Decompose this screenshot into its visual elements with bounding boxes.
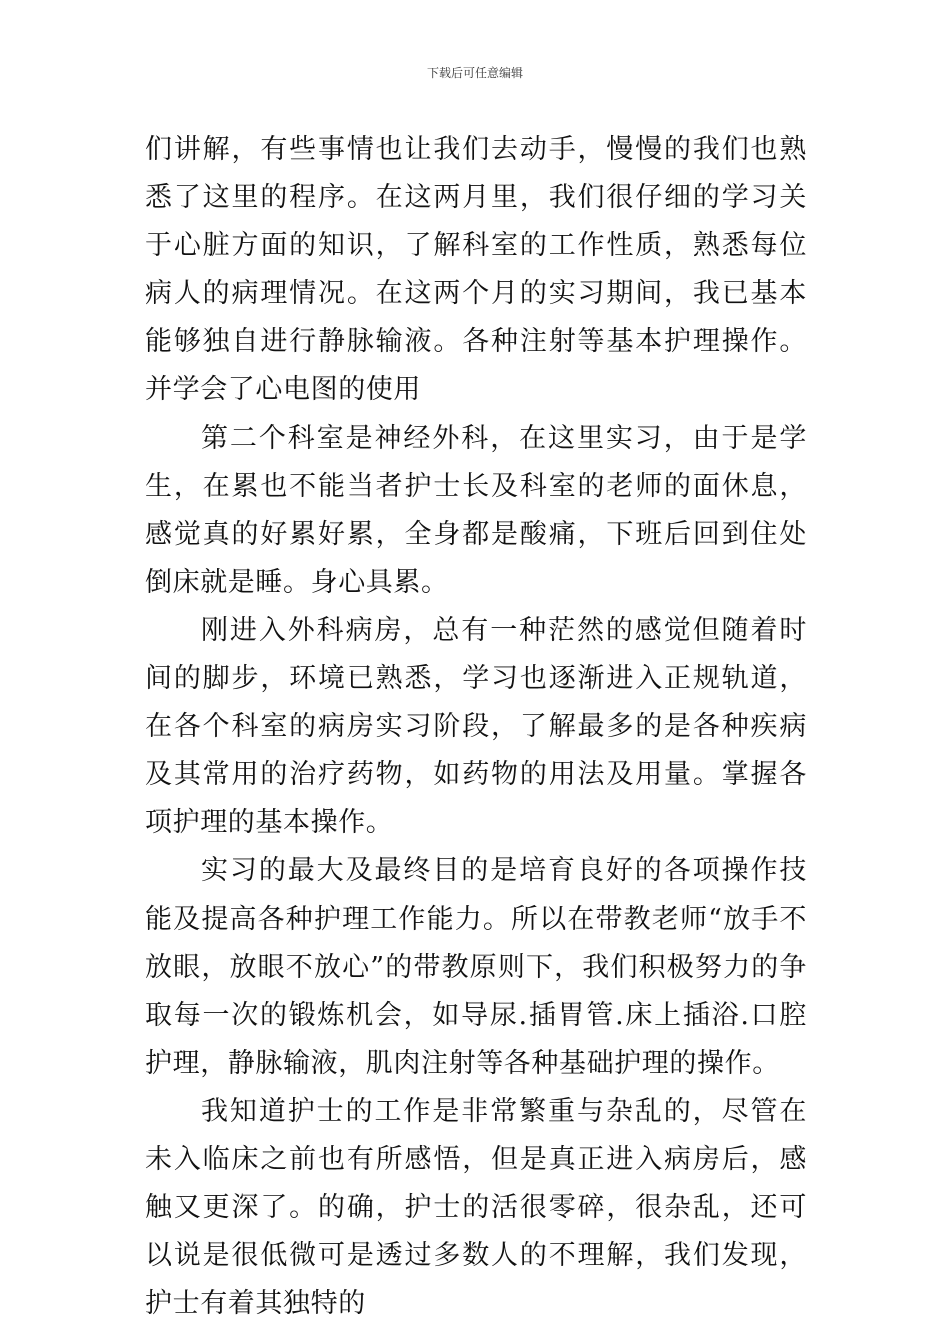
document-body [145, 126, 807, 1328]
paragraph-3: 刚进入外科病房，总有一种茫然的感觉但随着时间的脚步，环境已熟悉，学习也逐渐进入正规轨道，在各个科室的病房实习阶段，了解最多的是各种疾病及其常用的治疗药物，如药物的用法及用量。掌握各项护理的基本操作。 [145, 614, 807, 839]
paragraph-1: 们讲解，有些事情也让我们去动手，慢慢的我们也熟悉了这里的程序。在这两月里，我们很仔细的学习关于心脏方面的知识，了解科室的工作性质，熟悉每位病人的病理情况。在这两个月的实习期间，我已基本能够独自进行静脉输液。各种注射等基本护理操作。并学会了心电图的使用 [145, 134, 807, 406]
page-header: 下载后可任意编辑 [426, 66, 523, 80]
paragraph-4: 实习的最大及最终目的是培育良好的各项操作技能及提高各种护理工作能力。所以在带教老师“放手不放眼，放眼不放心”的带教原则下，我们积极努力的争取每一次的锻炼机会，如导尿.插胃管.床上插浴.口腔护理，静脉输液，肌肉注射等各种基础护理的操作。 [145, 855, 807, 1079]
paragraph-5: 我知道护士的工作是非常繁重与杂乱的，尽管在未入临床之前也有所感悟，但是真正进入病房后，感触又更深了。的确，护士的活很零碎，很杂乱，还可以说是很低微可是透过多数人的不理解，我们发现，护士有着其独特的 [145, 1095, 807, 1320]
paragraph-2: 第二个科室是神经外科，在这里实习，由于是学生，在累也不能当者护士长及科室的老师的面休息，感觉真的好累好累，全身都是酸痛，下班后回到住处倒床就是睡。身心具累。 [145, 422, 807, 598]
